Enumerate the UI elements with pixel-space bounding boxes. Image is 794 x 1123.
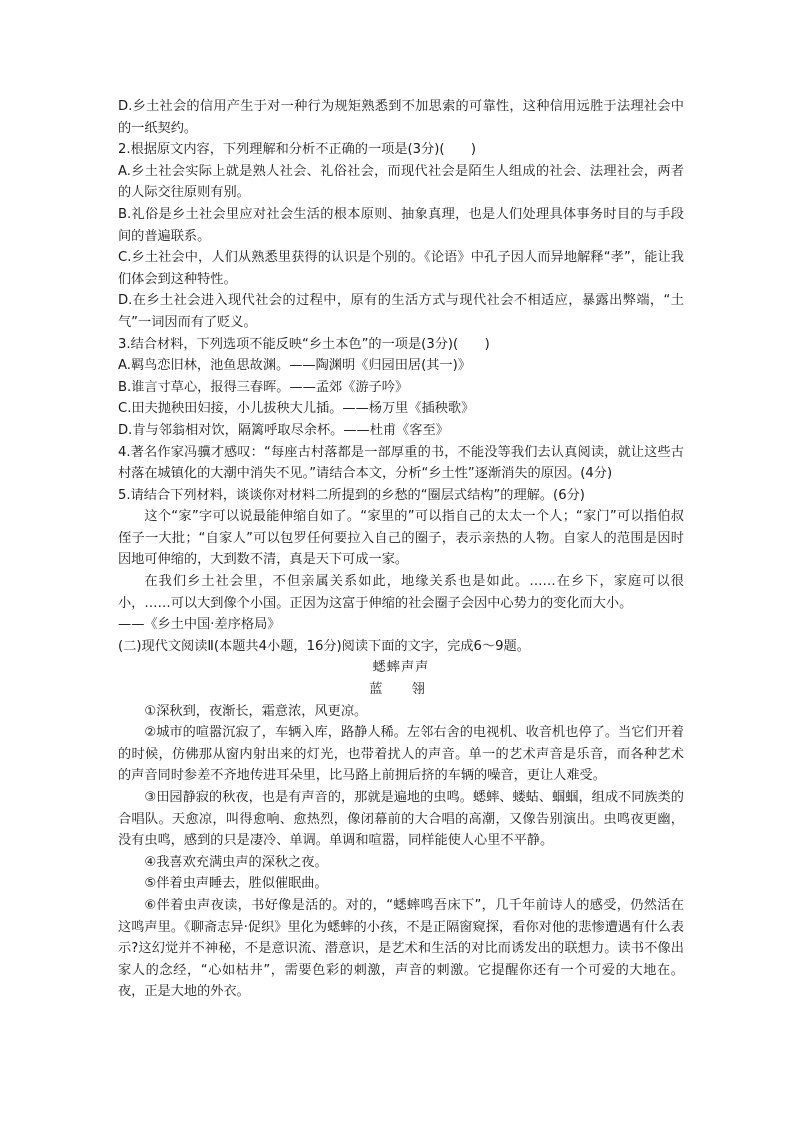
q5-material-source: ——《乡土中国·差序格局》 — [118, 617, 281, 633]
q5-material-p2: 在我们乡土社会里，不但亲属关系如此，地缘关系也是如此。……在乡下，家庭可以很小，……可以大到像个小国。正因为这富于伸缩的社会圈子会因中心势力的变化而大小。 — [118, 574, 684, 611]
story-p5: ⑤伴着虫声睡去，胜似催眠曲。 — [144, 876, 328, 892]
story-p6: ⑥伴着虫声夜读，书好像是活的。对的，“蟋蟀鸣吾床下”，几千年前诗人的感受，仍然活在这鸣声里。《聊斋志异·促织》里化为蟋蟀的小孩，不是正隔窗窥探，看你对他的悲惨遭遇有什么表示?这幻觉并不神秘，不是意识流、潜意识，是艺术和生活的对比而诱发出的联想力。读书不像出家人的念经，“心如枯井”，需要色彩的刺激，声音的刺激。它提醒你还有一个可爱的大地在。夜，正是大地的外衣。 — [118, 897, 684, 1000]
story-author: 蓝 翎 — [369, 682, 433, 698]
q2-option-d: D.在乡土社会进入现代社会的过程中，原有的生活方式与现代社会不相适应，暴露出弊端，“土气”一词因而有了贬义。 — [118, 293, 684, 330]
story-p1: ①深秋到，夜渐长，霜意浓，风更凉。 — [144, 703, 368, 719]
section-2-heading: (二)现代文阅读Ⅱ(本题共4小题，16分)阅读下面的文字，完成6～9题。 — [118, 638, 530, 654]
q4-stem: 4.著名作家冯骥才感叹：“每座古村落都是一部厚重的书，不能没等我们去认真阅读，就让这些古村落在城镇化的大潮中消失不见。”请结合本文，分析“乡土性”逐渐消失的原因。(4分) — [118, 444, 684, 482]
q3-option-c: C.田夫抛秧田妇接，小儿拔秧大儿插。——杨万里《插秧歌》 — [118, 401, 475, 417]
story-title: 蟋蟀声声 — [372, 660, 430, 676]
q2-option-b: B.礼俗是乡土社会里应对社会生活的根本原则、抽象真理，也是人们处理具体事务时目的与手段间的普遍联系。 — [118, 206, 684, 244]
q3-option-d: D.肯与邻翁相对饮，隔篱呼取尽余杯。——杜甫《客至》 — [118, 422, 449, 438]
q2-option-a: A.乡土社会实际上就是熟人社会、礼俗社会，而现代社会是陌生人组成的社会、法理社会，两者的人际交往原则有别。 — [118, 163, 684, 201]
story-p3: ③田园静寂的秋夜，也是有声音的，那就是遍地的虫鸣。蟋蟀、蝼蛄、蝈蝈，组成不同族类的合唱队。天愈凉，叫得愈响、愈热烈，像闭幕前的大合唱的高潮，又像告别演出。虫鸣夜更幽，没有虫鸣，感到的只是凄冷、单调。单调和喧嚣，同样能使人心里不平静。 — [118, 790, 684, 849]
q2-stem: 2.根据原文内容，下列理解和分析不正确的一项是(3分)( ) — [118, 142, 477, 158]
q2-option-c: C.乡土社会中，人们从熟悉里获得的认识是个别的。《论语》中孔子因人而异地解释“孝”，能让我们体会到这种特性。 — [118, 250, 684, 287]
q3-stem: 3.结合材料，下列选项不能反映“乡土本色”的一项是(3分)( ) — [118, 336, 490, 352]
q5-material-p1: 这个“家”字可以说最能伸缩自如了。“家里的”可以指自己的太太一个人；“家门”可以指伯叔侄子一大批；“自家人”可以包罗任何要拉入自己的圈子，表示亲热的人物。自家人的范围是因时因地可伸缩的，大到数不清，真是天下可成一家。 — [118, 509, 684, 568]
story-p2: ②城市的喧嚣沉寂了，车辆入库，路静人稀。左邻右舍的电视机、收音机也停了。当它们开着的时候，仿佛那从窗内射出来的灯光，也带着扰人的声音。单一的艺术声音是乐音，而各种艺术的声音同时参差不齐地传进耳朵里，比马路上前拥后挤的车辆的噪音，更让人难受。 — [118, 725, 684, 784]
q1-option-d: D.乡土社会的信用产生于对一种行为规矩熟悉到不加思索的可靠性，这种信用远胜于法理社会中的一纸契约。 — [118, 99, 684, 136]
q5-stem: 5.请结合下列材料，谈谈你对材料二所提到的乡愁的“圈层式结构”的理解。(6分) — [118, 487, 585, 503]
story-p4: ④我喜欢充满虫声的深秋之夜。 — [144, 854, 328, 870]
q3-option-b: B.谁言寸草心，报得三春晖。——孟郊《游子吟》 — [118, 379, 409, 395]
q3-option-a: A.羁鸟恋旧林，池鱼思故渊。——陶渊明《归园田居(其一)》 — [118, 358, 471, 374]
document-page — [118, 96, 684, 1003]
